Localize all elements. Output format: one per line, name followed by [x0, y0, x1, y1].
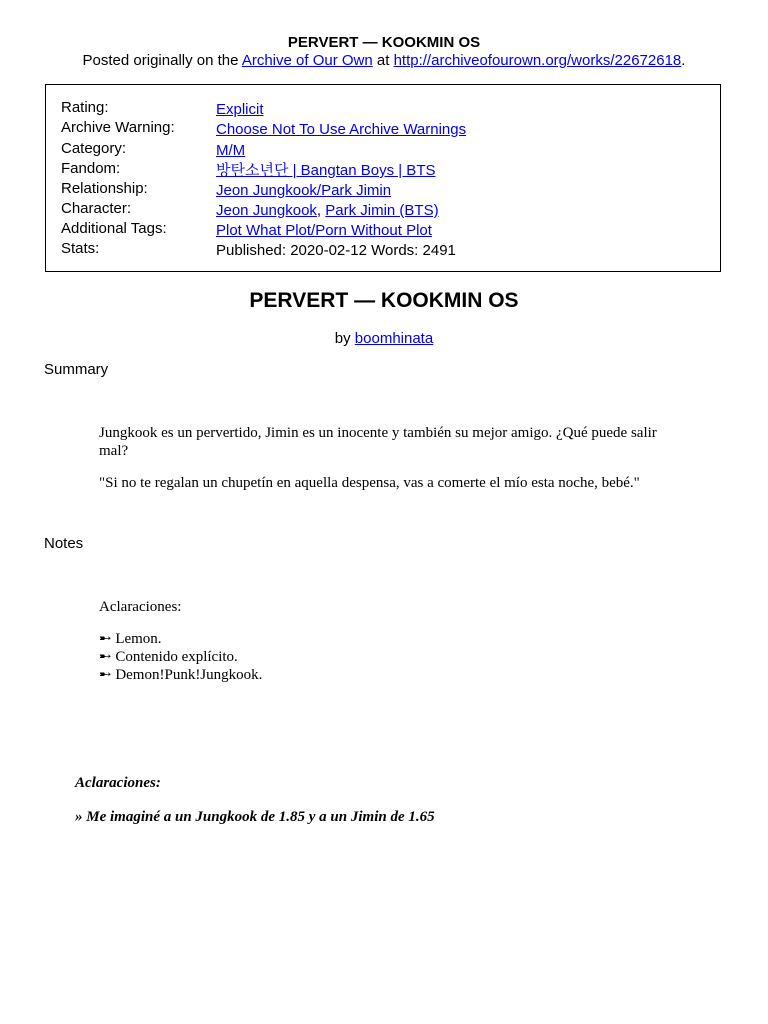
period: . — [681, 52, 686, 69]
work-url-link[interactable]: http://archiveofourown.org/works/22672618 — [393, 52, 682, 69]
archive-link[interactable]: Archive of Our Own — [241, 52, 373, 69]
at-text: at — [376, 52, 390, 69]
warning-link[interactable]: Choose Not To Use Archive Warnings — [216, 121, 467, 138]
category-label: Category: — [61, 140, 127, 157]
summary-paragraph-1: Jungkook es un pervertido, Jimin es un inocente y también su mejor amigo. ¿Qué puede salir mal? — [99, 425, 657, 459]
work-title: PERVERT — KOOKMIN OS — [249, 289, 519, 312]
rating-link[interactable]: Explicit — [216, 101, 264, 118]
work-meta-box — [45, 84, 721, 272]
stats-label: Stats: — [61, 240, 100, 257]
character-link-jimin[interactable]: Park Jimin (BTS) — [325, 202, 439, 219]
category-link[interactable]: M/M — [216, 142, 246, 159]
relationship-label: Relationship: — [61, 180, 148, 197]
summary-paragraph-2: "Si no te regalan un chupetín en aquella despensa, vas a comerte el mío esta noche, bebé." — [99, 475, 640, 491]
character-separator: , — [316, 202, 322, 219]
tags-link[interactable]: Plot What Plot/Porn Without Plot — [216, 222, 432, 239]
notes-intro: Aclaraciones: — [99, 599, 182, 615]
byline — [0, 330, 768, 347]
stats-value: Published: 2020-02-12 Words: 2491 — [216, 242, 456, 259]
by-text: by — [334, 330, 351, 347]
fandom-link[interactable]: 방탄소년단 | Bangtan Boys | BTS — [216, 162, 436, 179]
fandom-label: Fandom: — [61, 160, 121, 177]
warning-label: Archive Warning: — [61, 119, 175, 136]
character-values — [216, 202, 439, 220]
chapter-clarifications-title: Aclaraciones: — [75, 775, 161, 791]
document-header-title: PERVERT — KOOKMIN OS — [287, 34, 481, 51]
tags-label: Additional Tags: — [61, 220, 167, 237]
list-item: ➸ Lemon. — [99, 631, 162, 647]
list-item: ➸ Demon!Punk!Jungkook. — [99, 667, 263, 683]
notes-heading: Notes — [44, 535, 84, 552]
character-label: Character: — [61, 200, 132, 217]
character-link-jungkook[interactable]: Jeon Jungkook — [216, 202, 317, 219]
posted-line — [0, 52, 768, 69]
relationship-link[interactable]: Jeon Jungkook/Park Jimin — [216, 182, 392, 199]
notes-list — [99, 630, 262, 684]
list-item: ➸ Contenido explícito. — [99, 649, 238, 665]
rating-label: Rating: — [61, 99, 109, 116]
posted-prefix: Posted originally on the — [82, 52, 239, 69]
chapter-clarifications-line: » Me imaginé a un Jungkook de 1.85 y a un Jimin de 1.65 — [75, 809, 435, 825]
summary-heading: Summary — [44, 361, 109, 378]
author-link[interactable]: boomhinata — [354, 330, 434, 347]
